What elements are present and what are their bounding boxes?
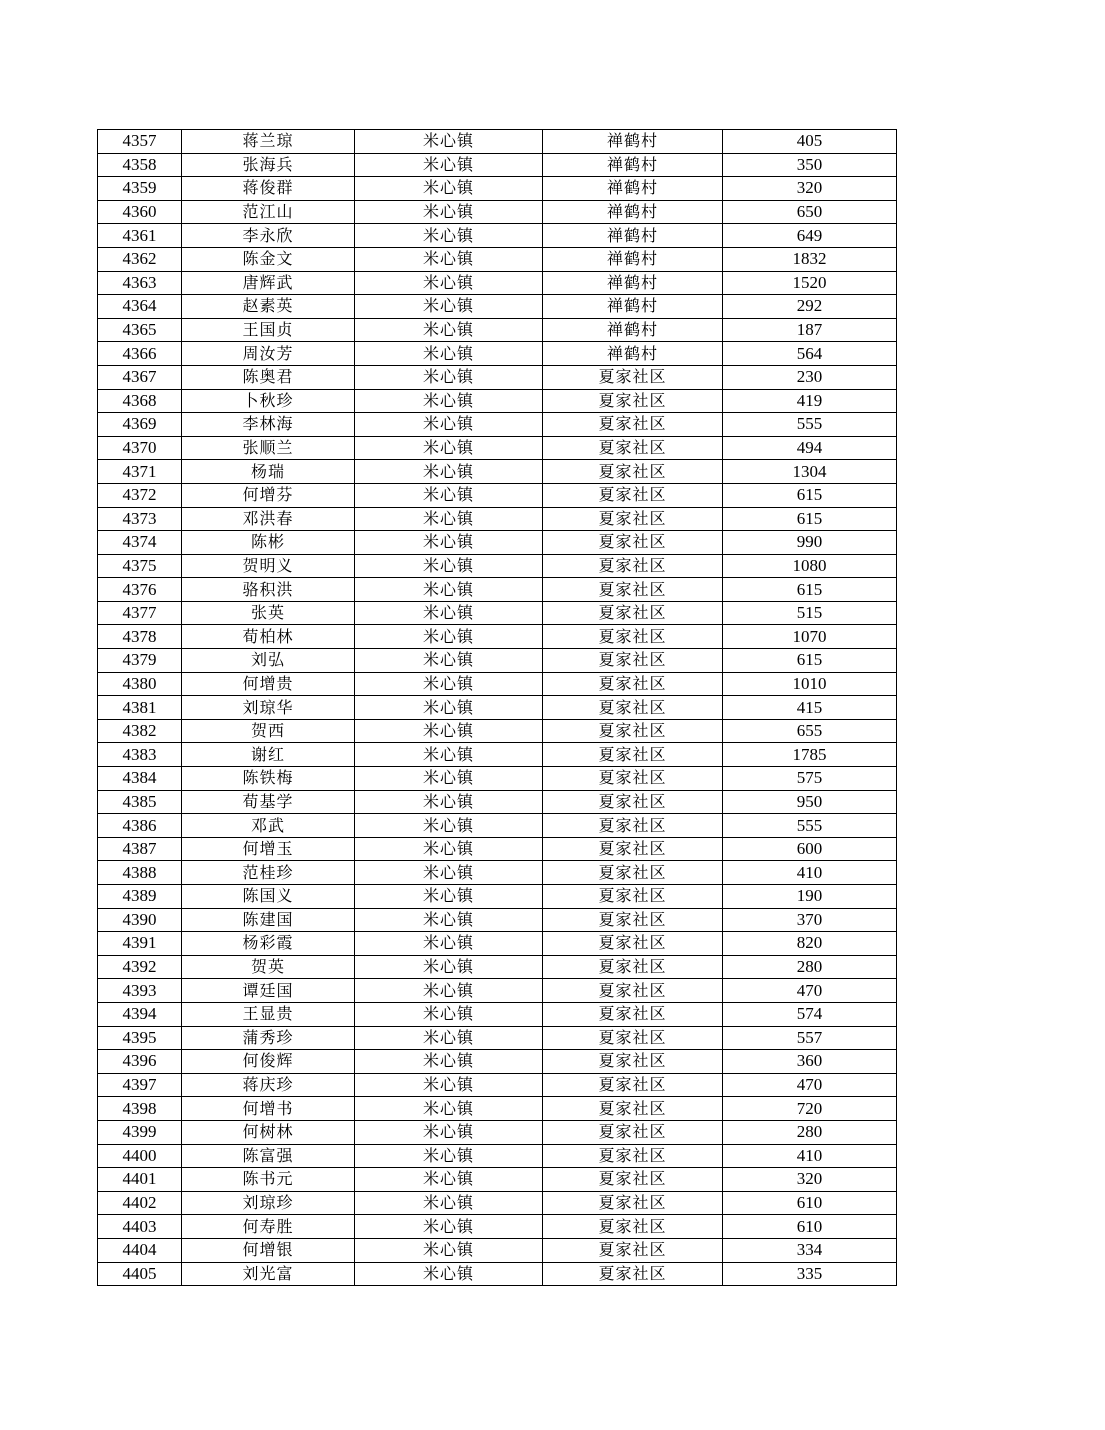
amount-cell: 419 <box>723 389 897 413</box>
row-number-cell: 4370 <box>98 436 182 460</box>
table-row <box>98 837 897 861</box>
name-cell: 蒲秀珍 <box>182 1026 355 1050</box>
amount-cell: 405 <box>723 130 897 154</box>
town-cell: 米心镇 <box>355 460 543 484</box>
name-cell: 陈奥君 <box>182 365 355 389</box>
town-cell: 米心镇 <box>355 295 543 319</box>
row-number-cell: 4365 <box>98 318 182 342</box>
row-number-cell: 4367 <box>98 365 182 389</box>
name-cell: 何俊辉 <box>182 1050 355 1074</box>
name-cell: 刘琼珍 <box>182 1191 355 1215</box>
table-row <box>98 1026 897 1050</box>
town-cell: 米心镇 <box>355 908 543 932</box>
name-cell: 蒋俊群 <box>182 177 355 201</box>
village-cell: 夏家社区 <box>543 389 723 413</box>
name-cell: 王国贞 <box>182 318 355 342</box>
table-row <box>98 696 897 720</box>
amount-cell: 494 <box>723 436 897 460</box>
name-cell: 陈铁梅 <box>182 767 355 791</box>
amount-cell: 557 <box>723 1026 897 1050</box>
amount-cell: 600 <box>723 837 897 861</box>
town-cell: 米心镇 <box>355 342 543 366</box>
town-cell: 米心镇 <box>355 483 543 507</box>
row-number-cell: 4393 <box>98 979 182 1003</box>
village-cell: 夏家社区 <box>543 1215 723 1239</box>
village-cell: 夏家社区 <box>543 1191 723 1215</box>
village-cell: 禅鹤村 <box>543 271 723 295</box>
name-cell: 卜秋珍 <box>182 389 355 413</box>
town-cell: 米心镇 <box>355 1168 543 1192</box>
table-row <box>98 1262 897 1286</box>
town-cell: 米心镇 <box>355 224 543 248</box>
name-cell: 唐辉武 <box>182 271 355 295</box>
amount-cell: 615 <box>723 649 897 673</box>
amount-cell: 415 <box>723 696 897 720</box>
row-number-cell: 4389 <box>98 885 182 909</box>
village-cell: 禅鹤村 <box>543 247 723 271</box>
town-cell: 米心镇 <box>355 1002 543 1026</box>
row-number-cell: 4384 <box>98 767 182 791</box>
village-cell: 夏家社区 <box>543 1073 723 1097</box>
table-row <box>98 483 897 507</box>
row-number-cell: 4366 <box>98 342 182 366</box>
amount-cell: 320 <box>723 1168 897 1192</box>
village-cell: 夏家社区 <box>543 743 723 767</box>
town-cell: 米心镇 <box>355 861 543 885</box>
table-row <box>98 200 897 224</box>
name-cell: 蒋兰琼 <box>182 130 355 154</box>
table-row <box>98 554 897 578</box>
table-row <box>98 1073 897 1097</box>
name-cell: 贺英 <box>182 955 355 979</box>
name-cell: 陈国义 <box>182 885 355 909</box>
name-cell: 贺西 <box>182 719 355 743</box>
amount-cell: 1070 <box>723 625 897 649</box>
row-number-cell: 4361 <box>98 224 182 248</box>
table-body <box>98 130 897 1286</box>
town-cell: 米心镇 <box>355 389 543 413</box>
table-row <box>98 318 897 342</box>
name-cell: 谢红 <box>182 743 355 767</box>
name-cell: 范江山 <box>182 200 355 224</box>
table-row <box>98 885 897 909</box>
village-cell: 禅鹤村 <box>543 295 723 319</box>
row-number-cell: 4357 <box>98 130 182 154</box>
row-number-cell: 4395 <box>98 1026 182 1050</box>
table-row <box>98 342 897 366</box>
village-cell: 夏家社区 <box>543 1262 723 1286</box>
row-number-cell: 4401 <box>98 1168 182 1192</box>
table-row <box>98 743 897 767</box>
row-number-cell: 4362 <box>98 247 182 271</box>
table-row <box>98 1120 897 1144</box>
table-row <box>98 932 897 956</box>
town-cell: 米心镇 <box>355 649 543 673</box>
row-number-cell: 4368 <box>98 389 182 413</box>
village-cell: 夏家社区 <box>543 578 723 602</box>
town-cell: 米心镇 <box>355 1073 543 1097</box>
table-row <box>98 247 897 271</box>
village-cell: 夏家社区 <box>543 413 723 437</box>
row-number-cell: 4377 <box>98 601 182 625</box>
town-cell: 米心镇 <box>355 672 543 696</box>
amount-cell: 334 <box>723 1238 897 1262</box>
amount-cell: 655 <box>723 719 897 743</box>
village-cell: 夏家社区 <box>543 1144 723 1168</box>
name-cell: 荀柏林 <box>182 625 355 649</box>
village-cell: 夏家社区 <box>543 696 723 720</box>
table-row <box>98 1168 897 1192</box>
amount-cell: 410 <box>723 861 897 885</box>
name-cell: 李林海 <box>182 413 355 437</box>
amount-cell: 720 <box>723 1097 897 1121</box>
village-cell: 夏家社区 <box>543 932 723 956</box>
amount-cell: 1785 <box>723 743 897 767</box>
town-cell: 米心镇 <box>355 1238 543 1262</box>
amount-cell: 575 <box>723 767 897 791</box>
town-cell: 米心镇 <box>355 531 543 555</box>
name-cell: 张海兵 <box>182 153 355 177</box>
amount-cell: 649 <box>723 224 897 248</box>
village-cell: 夏家社区 <box>543 1238 723 1262</box>
town-cell: 米心镇 <box>355 271 543 295</box>
town-cell: 米心镇 <box>355 1026 543 1050</box>
village-cell: 夏家社区 <box>543 1050 723 1074</box>
name-cell: 周汝芳 <box>182 342 355 366</box>
table-row <box>98 790 897 814</box>
village-cell: 夏家社区 <box>543 649 723 673</box>
row-number-cell: 4382 <box>98 719 182 743</box>
town-cell: 米心镇 <box>355 814 543 838</box>
village-cell: 夏家社区 <box>543 460 723 484</box>
village-cell: 夏家社区 <box>543 908 723 932</box>
row-number-cell: 4360 <box>98 200 182 224</box>
town-cell: 米心镇 <box>355 247 543 271</box>
amount-cell: 564 <box>723 342 897 366</box>
town-cell: 米心镇 <box>355 979 543 1003</box>
row-number-cell: 4358 <box>98 153 182 177</box>
table-row <box>98 1097 897 1121</box>
village-cell: 夏家社区 <box>543 1120 723 1144</box>
row-number-cell: 4375 <box>98 554 182 578</box>
name-cell: 刘琼华 <box>182 696 355 720</box>
row-number-cell: 4369 <box>98 413 182 437</box>
table-row <box>98 861 897 885</box>
table-row <box>98 1238 897 1262</box>
amount-cell: 410 <box>723 1144 897 1168</box>
name-cell: 邓武 <box>182 814 355 838</box>
town-cell: 米心镇 <box>355 130 543 154</box>
village-cell: 夏家社区 <box>543 719 723 743</box>
village-cell: 夏家社区 <box>543 601 723 625</box>
table-row <box>98 672 897 696</box>
amount-cell: 650 <box>723 200 897 224</box>
name-cell: 何增书 <box>182 1097 355 1121</box>
amount-cell: 280 <box>723 955 897 979</box>
town-cell: 米心镇 <box>355 955 543 979</box>
name-cell: 范桂珍 <box>182 861 355 885</box>
row-number-cell: 4372 <box>98 483 182 507</box>
table-row <box>98 507 897 531</box>
name-cell: 赵素英 <box>182 295 355 319</box>
table-row <box>98 979 897 1003</box>
name-cell: 陈彬 <box>182 531 355 555</box>
village-cell: 夏家社区 <box>543 814 723 838</box>
row-number-cell: 4374 <box>98 531 182 555</box>
town-cell: 米心镇 <box>355 601 543 625</box>
name-cell: 张英 <box>182 601 355 625</box>
table-row <box>98 955 897 979</box>
village-cell: 禅鹤村 <box>543 318 723 342</box>
name-cell: 邓洪春 <box>182 507 355 531</box>
table-row <box>98 719 897 743</box>
table-row <box>98 460 897 484</box>
amount-cell: 610 <box>723 1215 897 1239</box>
village-cell: 夏家社区 <box>543 483 723 507</box>
name-cell: 何增银 <box>182 1238 355 1262</box>
town-cell: 米心镇 <box>355 837 543 861</box>
name-cell: 蒋庆珍 <box>182 1073 355 1097</box>
village-cell: 夏家社区 <box>543 531 723 555</box>
village-cell: 夏家社区 <box>543 1002 723 1026</box>
name-cell: 何寿胜 <box>182 1215 355 1239</box>
row-number-cell: 4378 <box>98 625 182 649</box>
town-cell: 米心镇 <box>355 436 543 460</box>
village-cell: 夏家社区 <box>543 1097 723 1121</box>
town-cell: 米心镇 <box>355 413 543 437</box>
row-number-cell: 4386 <box>98 814 182 838</box>
name-cell: 骆积洪 <box>182 578 355 602</box>
table-row <box>98 625 897 649</box>
village-cell: 夏家社区 <box>543 979 723 1003</box>
name-cell: 何增芬 <box>182 483 355 507</box>
row-number-cell: 4376 <box>98 578 182 602</box>
village-cell: 夏家社区 <box>543 365 723 389</box>
row-number-cell: 4379 <box>98 649 182 673</box>
town-cell: 米心镇 <box>355 554 543 578</box>
name-cell: 刘弘 <box>182 649 355 673</box>
town-cell: 米心镇 <box>355 743 543 767</box>
village-cell: 夏家社区 <box>543 672 723 696</box>
town-cell: 米心镇 <box>355 696 543 720</box>
table-row <box>98 1002 897 1026</box>
table-row <box>98 413 897 437</box>
village-cell: 禅鹤村 <box>543 130 723 154</box>
amount-cell: 555 <box>723 814 897 838</box>
amount-cell: 515 <box>723 601 897 625</box>
row-number-cell: 4388 <box>98 861 182 885</box>
name-cell: 陈建国 <box>182 908 355 932</box>
village-cell: 夏家社区 <box>543 767 723 791</box>
town-cell: 米心镇 <box>355 1097 543 1121</box>
amount-cell: 187 <box>723 318 897 342</box>
table-row <box>98 365 897 389</box>
amount-cell: 615 <box>723 483 897 507</box>
row-number-cell: 4373 <box>98 507 182 531</box>
row-number-cell: 4392 <box>98 955 182 979</box>
town-cell: 米心镇 <box>355 1120 543 1144</box>
town-cell: 米心镇 <box>355 1191 543 1215</box>
town-cell: 米心镇 <box>355 1144 543 1168</box>
table-row <box>98 1144 897 1168</box>
amount-cell: 1010 <box>723 672 897 696</box>
row-number-cell: 4405 <box>98 1262 182 1286</box>
row-number-cell: 4403 <box>98 1215 182 1239</box>
table-row <box>98 814 897 838</box>
row-number-cell: 4390 <box>98 908 182 932</box>
town-cell: 米心镇 <box>355 318 543 342</box>
table-row <box>98 601 897 625</box>
name-cell: 李永欣 <box>182 224 355 248</box>
name-cell: 陈富强 <box>182 1144 355 1168</box>
name-cell: 刘光富 <box>182 1262 355 1286</box>
town-cell: 米心镇 <box>355 1215 543 1239</box>
table-row <box>98 436 897 460</box>
town-cell: 米心镇 <box>355 578 543 602</box>
town-cell: 米心镇 <box>355 200 543 224</box>
village-cell: 夏家社区 <box>543 955 723 979</box>
town-cell: 米心镇 <box>355 177 543 201</box>
name-cell: 谭廷国 <box>182 979 355 1003</box>
name-cell: 王显贵 <box>182 1002 355 1026</box>
amount-cell: 292 <box>723 295 897 319</box>
amount-cell: 1080 <box>723 554 897 578</box>
row-number-cell: 4359 <box>98 177 182 201</box>
table-row <box>98 649 897 673</box>
name-cell: 贺明义 <box>182 554 355 578</box>
town-cell: 米心镇 <box>355 932 543 956</box>
amount-cell: 230 <box>723 365 897 389</box>
table-row <box>98 1215 897 1239</box>
amount-cell: 1832 <box>723 247 897 271</box>
amount-cell: 370 <box>723 908 897 932</box>
table-row <box>98 531 897 555</box>
village-cell: 夏家社区 <box>543 790 723 814</box>
table-row <box>98 224 897 248</box>
name-cell: 杨瑞 <box>182 460 355 484</box>
row-number-cell: 4400 <box>98 1144 182 1168</box>
village-cell: 夏家社区 <box>543 1168 723 1192</box>
town-cell: 米心镇 <box>355 885 543 909</box>
row-number-cell: 4396 <box>98 1050 182 1074</box>
row-number-cell: 4398 <box>98 1097 182 1121</box>
row-number-cell: 4383 <box>98 743 182 767</box>
town-cell: 米心镇 <box>355 1262 543 1286</box>
amount-cell: 470 <box>723 1073 897 1097</box>
amount-cell: 470 <box>723 979 897 1003</box>
name-cell: 荀基学 <box>182 790 355 814</box>
row-number-cell: 4387 <box>98 837 182 861</box>
village-cell: 禅鹤村 <box>543 177 723 201</box>
amount-cell: 190 <box>723 885 897 909</box>
table-row <box>98 271 897 295</box>
table-row <box>98 908 897 932</box>
table-row <box>98 130 897 154</box>
town-cell: 米心镇 <box>355 153 543 177</box>
row-number-cell: 4397 <box>98 1073 182 1097</box>
village-cell: 夏家社区 <box>543 554 723 578</box>
row-number-cell: 4402 <box>98 1191 182 1215</box>
table-row <box>98 578 897 602</box>
name-cell: 杨彩霞 <box>182 932 355 956</box>
amount-cell: 555 <box>723 413 897 437</box>
town-cell: 米心镇 <box>355 507 543 531</box>
amount-cell: 320 <box>723 177 897 201</box>
town-cell: 米心镇 <box>355 365 543 389</box>
table-row <box>98 1191 897 1215</box>
name-cell: 何增贵 <box>182 672 355 696</box>
village-cell: 夏家社区 <box>543 885 723 909</box>
village-cell: 夏家社区 <box>543 837 723 861</box>
village-cell: 夏家社区 <box>543 861 723 885</box>
table-row <box>98 1050 897 1074</box>
town-cell: 米心镇 <box>355 767 543 791</box>
row-number-cell: 4363 <box>98 271 182 295</box>
table-row <box>98 767 897 791</box>
village-cell: 夏家社区 <box>543 507 723 531</box>
table-row <box>98 177 897 201</box>
row-number-cell: 4404 <box>98 1238 182 1262</box>
row-number-cell: 4391 <box>98 932 182 956</box>
row-number-cell: 4385 <box>98 790 182 814</box>
amount-cell: 615 <box>723 578 897 602</box>
amount-cell: 950 <box>723 790 897 814</box>
amount-cell: 1520 <box>723 271 897 295</box>
amount-cell: 574 <box>723 1002 897 1026</box>
village-cell: 禅鹤村 <box>543 224 723 248</box>
amount-cell: 280 <box>723 1120 897 1144</box>
name-cell: 张顺兰 <box>182 436 355 460</box>
name-cell: 何树林 <box>182 1120 355 1144</box>
amount-cell: 350 <box>723 153 897 177</box>
town-cell: 米心镇 <box>355 790 543 814</box>
row-number-cell: 4364 <box>98 295 182 319</box>
village-cell: 禅鹤村 <box>543 342 723 366</box>
row-number-cell: 4381 <box>98 696 182 720</box>
name-cell: 陈书元 <box>182 1168 355 1192</box>
row-number-cell: 4371 <box>98 460 182 484</box>
amount-cell: 1304 <box>723 460 897 484</box>
row-number-cell: 4380 <box>98 672 182 696</box>
amount-cell: 335 <box>723 1262 897 1286</box>
village-cell: 夏家社区 <box>543 436 723 460</box>
table-row <box>98 295 897 319</box>
town-cell: 米心镇 <box>355 625 543 649</box>
table-row <box>98 389 897 413</box>
village-cell: 夏家社区 <box>543 1026 723 1050</box>
village-cell: 夏家社区 <box>543 625 723 649</box>
data-table <box>97 129 897 1286</box>
town-cell: 米心镇 <box>355 1050 543 1074</box>
row-number-cell: 4394 <box>98 1002 182 1026</box>
name-cell: 陈金文 <box>182 247 355 271</box>
row-number-cell: 4399 <box>98 1120 182 1144</box>
village-cell: 禅鹤村 <box>543 153 723 177</box>
amount-cell: 615 <box>723 507 897 531</box>
amount-cell: 990 <box>723 531 897 555</box>
amount-cell: 820 <box>723 932 897 956</box>
name-cell: 何增玉 <box>182 837 355 861</box>
table-row <box>98 153 897 177</box>
village-cell: 禅鹤村 <box>543 200 723 224</box>
amount-cell: 360 <box>723 1050 897 1074</box>
town-cell: 米心镇 <box>355 719 543 743</box>
amount-cell: 610 <box>723 1191 897 1215</box>
